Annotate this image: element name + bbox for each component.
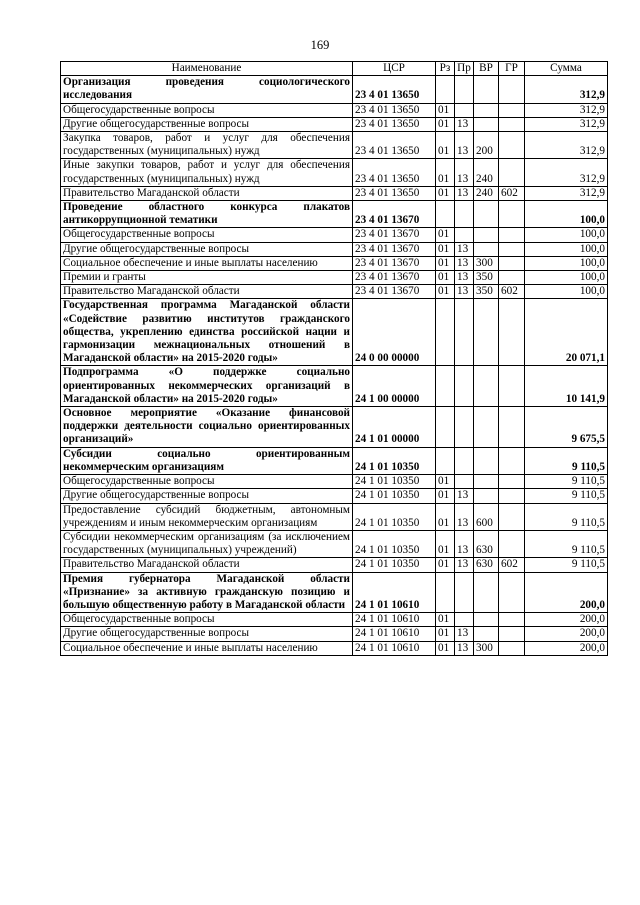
cell-sum: 100,0 <box>525 285 608 299</box>
cell-gr <box>499 76 525 103</box>
cell-name: Общегосударственные вопросы <box>61 228 353 242</box>
cell-rz: 01 <box>436 117 455 131</box>
cell-vr: 200 <box>474 132 499 159</box>
cell-sum: 200,0 <box>525 613 608 627</box>
cell-pr: 13 <box>455 271 474 285</box>
cell-pr <box>455 201 474 228</box>
cell-vr <box>474 299 499 366</box>
cell-rz: 01 <box>436 256 455 270</box>
cell-gr <box>499 103 525 117</box>
table-row <box>61 627 608 641</box>
cell-name: Основное мероприятие «Оказание финансовой поддержки деятельности социально ориентированных организаций» <box>61 407 353 448</box>
cell-name: Подпрограмма «О поддержке социально ориентированных некоммерческих организаций в Магаданской области» на 2015-2020 годы» <box>61 366 353 407</box>
table-row <box>61 201 608 228</box>
table-row <box>61 285 608 299</box>
table-row <box>61 475 608 489</box>
table-row <box>61 613 608 627</box>
cell-rz: 01 <box>436 271 455 285</box>
table-row <box>61 530 608 557</box>
budget-table <box>60 61 608 656</box>
cell-vr <box>474 475 499 489</box>
cell-vr: 350 <box>474 271 499 285</box>
cell-rz: 01 <box>436 503 455 530</box>
cell-gr <box>499 299 525 366</box>
cell-name: Другие общегосударственные вопросы <box>61 117 353 131</box>
table-row <box>61 299 608 366</box>
table-row <box>61 503 608 530</box>
cell-pr: 13 <box>455 242 474 256</box>
cell-rz: 01 <box>436 285 455 299</box>
cell-csr: 24 1 01 10350 <box>353 489 436 503</box>
cell-gr <box>499 613 525 627</box>
page-number: 169 <box>310 38 330 52</box>
cell-sum: 100,0 <box>525 242 608 256</box>
header-sum: Сумма <box>525 62 608 76</box>
cell-pr: 13 <box>455 641 474 655</box>
cell-sum: 312,9 <box>525 76 608 103</box>
cell-vr: 240 <box>474 159 499 186</box>
table-row <box>61 159 608 186</box>
cell-csr: 23 4 01 13670 <box>353 256 436 270</box>
cell-vr <box>474 447 499 474</box>
header-csr: ЦСР <box>353 62 436 76</box>
cell-gr <box>499 271 525 285</box>
cell-csr: 23 4 01 13670 <box>353 228 436 242</box>
cell-rz <box>436 407 455 448</box>
cell-sum: 312,9 <box>525 186 608 200</box>
cell-vr <box>474 366 499 407</box>
cell-csr: 24 1 01 10350 <box>353 530 436 557</box>
cell-pr <box>455 407 474 448</box>
cell-name: Организация проведения социологического исследования <box>61 76 353 103</box>
cell-name: Премии и гранты <box>61 271 353 285</box>
cell-pr <box>455 103 474 117</box>
cell-pr: 13 <box>455 558 474 572</box>
cell-csr: 23 4 01 13650 <box>353 76 436 103</box>
cell-vr: 300 <box>474 256 499 270</box>
cell-rz: 01 <box>436 475 455 489</box>
cell-csr: 23 4 01 13650 <box>353 186 436 200</box>
cell-csr: 24 1 01 10350 <box>353 447 436 474</box>
cell-name: Субсидии социально ориентированным некоммерческим организациям <box>61 447 353 474</box>
cell-rz: 01 <box>436 613 455 627</box>
cell-sum: 200,0 <box>525 627 608 641</box>
cell-sum: 312,9 <box>525 132 608 159</box>
cell-gr <box>499 627 525 641</box>
cell-sum: 100,0 <box>525 256 608 270</box>
table-row <box>61 366 608 407</box>
cell-sum: 200,0 <box>525 572 608 613</box>
table-header-row <box>61 62 608 76</box>
cell-vr: 350 <box>474 285 499 299</box>
cell-csr: 23 4 01 13650 <box>353 117 436 131</box>
cell-csr: 23 4 01 13670 <box>353 271 436 285</box>
table-row <box>61 242 608 256</box>
cell-pr <box>455 613 474 627</box>
header-vr: ВР <box>474 62 499 76</box>
cell-rz <box>436 201 455 228</box>
cell-vr <box>474 613 499 627</box>
cell-sum: 9 675,5 <box>525 407 608 448</box>
cell-name: Социальное обеспечение и иные выплаты населению <box>61 641 353 655</box>
cell-gr <box>499 475 525 489</box>
table-row <box>61 572 608 613</box>
cell-name: Другие общегосударственные вопросы <box>61 627 353 641</box>
cell-vr <box>474 627 499 641</box>
cell-pr <box>455 447 474 474</box>
header-name: Наименование <box>61 62 353 76</box>
cell-gr <box>499 117 525 131</box>
cell-name: Премия губернатора Магаданской области «Признание» за активную гражданскую позицию и большую общественную работу в Магаданской области <box>61 572 353 613</box>
cell-pr: 13 <box>455 256 474 270</box>
cell-csr: 23 4 01 13650 <box>353 103 436 117</box>
cell-name: Правительство Магаданской области <box>61 186 353 200</box>
cell-sum: 312,9 <box>525 103 608 117</box>
cell-csr: 23 4 01 13670 <box>353 285 436 299</box>
cell-sum: 312,9 <box>525 117 608 131</box>
cell-pr: 13 <box>455 132 474 159</box>
cell-sum: 9 110,5 <box>525 558 608 572</box>
cell-vr <box>474 201 499 228</box>
cell-sum: 10 141,9 <box>525 366 608 407</box>
cell-rz <box>436 572 455 613</box>
cell-vr <box>474 407 499 448</box>
cell-csr: 24 1 00 00000 <box>353 366 436 407</box>
cell-csr: 23 4 01 13650 <box>353 159 436 186</box>
cell-gr <box>499 641 525 655</box>
cell-vr <box>474 103 499 117</box>
cell-name: Проведение областного конкурса плакатов антикоррупционной тематики <box>61 201 353 228</box>
cell-gr <box>499 132 525 159</box>
cell-name: Другие общегосударственные вопросы <box>61 489 353 503</box>
cell-vr <box>474 489 499 503</box>
cell-name: Государственная программа Магаданской области «Содействие развитию институтов гражданского общества, укреплению единства российской нации и гармонизации межнациональных отношений в Магаданской области» на 2015-2020 годы» <box>61 299 353 366</box>
header-gr: ГР <box>499 62 525 76</box>
cell-gr <box>499 242 525 256</box>
table-row <box>61 132 608 159</box>
cell-vr: 600 <box>474 503 499 530</box>
cell-vr: 630 <box>474 558 499 572</box>
cell-rz <box>436 76 455 103</box>
cell-vr <box>474 228 499 242</box>
cell-vr <box>474 76 499 103</box>
cell-rz: 01 <box>436 228 455 242</box>
cell-name: Иные закупки товаров, работ и услуг для обеспечения государственных (муниципальных) нужд <box>61 159 353 186</box>
cell-pr <box>455 299 474 366</box>
cell-rz: 01 <box>436 641 455 655</box>
cell-rz: 01 <box>436 103 455 117</box>
cell-rz: 01 <box>436 186 455 200</box>
cell-name: Общегосударственные вопросы <box>61 475 353 489</box>
cell-csr: 23 4 01 13670 <box>353 201 436 228</box>
cell-gr <box>499 503 525 530</box>
table-row <box>61 447 608 474</box>
cell-csr: 24 0 00 00000 <box>353 299 436 366</box>
table-row <box>61 117 608 131</box>
table-body <box>61 76 608 656</box>
cell-gr: 602 <box>499 285 525 299</box>
cell-name: Субсидии некоммерческим организациям (за исключением государственных (муниципальных) учреждений) <box>61 530 353 557</box>
cell-sum: 312,9 <box>525 159 608 186</box>
cell-csr: 24 1 01 10610 <box>353 627 436 641</box>
cell-pr: 13 <box>455 503 474 530</box>
cell-name: Правительство Магаданской области <box>61 558 353 572</box>
table-row <box>61 641 608 655</box>
cell-rz: 01 <box>436 489 455 503</box>
cell-rz: 01 <box>436 132 455 159</box>
cell-rz: 01 <box>436 159 455 186</box>
cell-vr <box>474 572 499 613</box>
header-rz: Рз <box>436 62 455 76</box>
cell-name: Общегосударственные вопросы <box>61 613 353 627</box>
cell-name: Правительство Магаданской области <box>61 285 353 299</box>
cell-csr: 23 4 01 13650 <box>353 132 436 159</box>
cell-pr <box>455 572 474 613</box>
cell-pr <box>455 366 474 407</box>
table-row <box>61 271 608 285</box>
cell-name: Общегосударственные вопросы <box>61 103 353 117</box>
cell-gr <box>499 228 525 242</box>
header-pr: Пр <box>455 62 474 76</box>
cell-gr <box>499 447 525 474</box>
cell-gr <box>499 489 525 503</box>
cell-pr: 13 <box>455 489 474 503</box>
cell-vr: 630 <box>474 530 499 557</box>
cell-rz <box>436 366 455 407</box>
cell-sum: 100,0 <box>525 201 608 228</box>
cell-rz: 01 <box>436 558 455 572</box>
table-row <box>61 76 608 103</box>
cell-pr: 13 <box>455 186 474 200</box>
cell-gr <box>499 530 525 557</box>
cell-name: Другие общегосударственные вопросы <box>61 242 353 256</box>
cell-sum: 20 071,1 <box>525 299 608 366</box>
cell-vr <box>474 117 499 131</box>
cell-csr: 24 1 01 10350 <box>353 503 436 530</box>
cell-csr: 24 1 01 10350 <box>353 558 436 572</box>
cell-vr: 240 <box>474 186 499 200</box>
cell-sum: 100,0 <box>525 228 608 242</box>
cell-rz: 01 <box>436 242 455 256</box>
cell-csr: 24 1 01 10610 <box>353 641 436 655</box>
cell-csr: 24 1 01 10610 <box>353 613 436 627</box>
table-row <box>61 186 608 200</box>
cell-rz: 01 <box>436 627 455 641</box>
cell-vr <box>474 242 499 256</box>
cell-gr <box>499 256 525 270</box>
cell-rz: 01 <box>436 530 455 557</box>
cell-pr <box>455 228 474 242</box>
table-row <box>61 489 608 503</box>
cell-gr: 602 <box>499 558 525 572</box>
cell-sum: 9 110,5 <box>525 503 608 530</box>
cell-gr: 602 <box>499 186 525 200</box>
cell-pr: 13 <box>455 285 474 299</box>
cell-csr: 24 1 01 10610 <box>353 572 436 613</box>
cell-pr: 13 <box>455 117 474 131</box>
cell-pr: 13 <box>455 627 474 641</box>
cell-vr: 300 <box>474 641 499 655</box>
table-row <box>61 256 608 270</box>
cell-sum: 9 110,5 <box>525 475 608 489</box>
cell-rz <box>436 447 455 474</box>
cell-gr <box>499 572 525 613</box>
cell-pr: 13 <box>455 530 474 557</box>
cell-sum: 9 110,5 <box>525 530 608 557</box>
cell-sum: 100,0 <box>525 271 608 285</box>
cell-sum: 9 110,5 <box>525 489 608 503</box>
cell-pr: 13 <box>455 159 474 186</box>
cell-gr <box>499 407 525 448</box>
cell-rz <box>436 299 455 366</box>
cell-pr <box>455 475 474 489</box>
cell-csr: 24 1 01 00000 <box>353 407 436 448</box>
cell-name: Социальное обеспечение и иные выплаты населению <box>61 256 353 270</box>
cell-gr <box>499 159 525 186</box>
cell-csr: 24 1 01 10350 <box>353 475 436 489</box>
cell-csr: 23 4 01 13670 <box>353 242 436 256</box>
table-row <box>61 103 608 117</box>
cell-name: Закупка товаров, работ и услуг для обеспечения государственных (муниципальных) нужд <box>61 132 353 159</box>
table-row <box>61 228 608 242</box>
cell-gr <box>499 366 525 407</box>
cell-sum: 9 110,5 <box>525 447 608 474</box>
table-row <box>61 558 608 572</box>
table-row <box>61 407 608 448</box>
cell-gr <box>499 201 525 228</box>
cell-name: Предоставление субсидий бюджетным, автономным учреждениям и иным некоммерческим организациям <box>61 503 353 530</box>
cell-sum: 200,0 <box>525 641 608 655</box>
cell-pr <box>455 76 474 103</box>
